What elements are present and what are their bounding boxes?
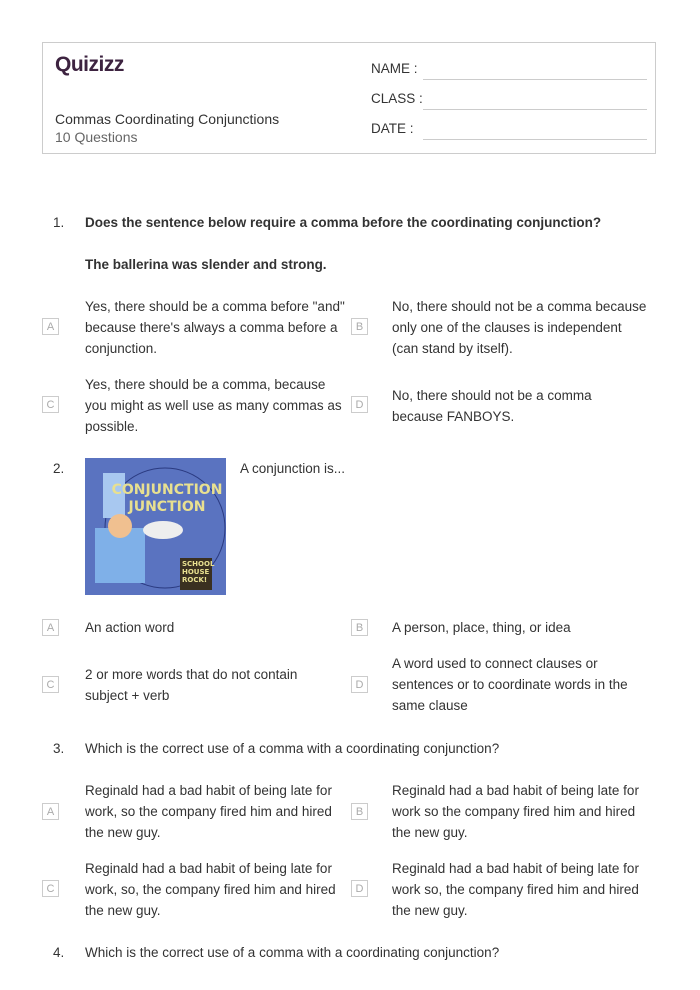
conjunction-junction-image: [85, 458, 226, 595]
question-text: Which is the correct use of a comma with a coordinating conjunction?: [85, 945, 500, 960]
question-text: Does the sentence below require a comma before the coordinating conjunction?: [85, 215, 602, 230]
option-text: A person, place, thing, or idea: [392, 620, 571, 635]
option-text: No, there should not be a comma because only one of the clauses is independent (can stand by itself).: [392, 299, 647, 356]
date-label: DATE :: [371, 121, 414, 136]
option-text: Reginald had a bad habit of being late for work so, the company fired him and hired the new guy.: [392, 861, 639, 918]
option-text: Reginald had a bad habit of being late for work so the company fired him and hired the new guy.: [392, 783, 639, 840]
option-text: No, there should not be a comma because FANBOYS.: [392, 388, 592, 424]
option-letter-box[interactable]: C: [42, 396, 59, 413]
option-letter-box[interactable]: A: [42, 619, 59, 636]
option-letter-box[interactable]: A: [42, 318, 59, 335]
option-letter-box[interactable]: B: [351, 619, 368, 636]
question-number: 2.: [53, 461, 65, 476]
option-letter-box[interactable]: B: [351, 803, 368, 820]
class-label: CLASS :: [371, 91, 423, 106]
class-line: [423, 109, 647, 110]
option-text: An action word: [85, 620, 175, 635]
option-letter-box[interactable]: D: [351, 396, 368, 413]
option-letter-box[interactable]: C: [42, 880, 59, 897]
option-text: A word used to connect clauses or sentences or to coordinate words in the same clause: [392, 656, 628, 713]
option-letter-box[interactable]: B: [351, 318, 368, 335]
name-line: [423, 79, 647, 80]
worksheet-header: [42, 42, 656, 154]
quizizz-logo: Quizizz: [55, 53, 124, 76]
question-count: 10 Questions: [55, 129, 138, 145]
question-text: Which is the correct use of a comma with a coordinating conjunction?: [85, 741, 500, 756]
question-number: 1.: [53, 215, 65, 230]
image-title: CONJUNCTION JUNCTION: [111, 482, 223, 515]
question-number: 4.: [53, 945, 65, 960]
option-letter-box[interactable]: A: [42, 803, 59, 820]
option-text: Reginald had a bad habit of being late for work, so the company fired him and hired the new guy.: [85, 783, 332, 840]
name-label: NAME :: [371, 61, 418, 76]
image-caption: SCHOOL HOUSE ROCK!: [182, 560, 215, 584]
option-text: Yes, there should be a comma before "and" because there's always a comma before a conjunction.: [85, 299, 345, 356]
question-sentence: The ballerina was slender and strong.: [85, 257, 327, 272]
worksheet-title: Commas Coordinating Conjunctions: [55, 111, 280, 127]
option-text: Yes, there should be a comma, because you might as well use as many commas as possible.: [85, 377, 342, 434]
option-letter-box[interactable]: C: [42, 676, 59, 693]
option-letter-box[interactable]: D: [351, 880, 368, 897]
option-text: Reginald had a bad habit of being late for work, so, the company fired him and hired the new guy.: [85, 861, 336, 918]
date-line: [423, 139, 647, 140]
question-text: A conjunction is...: [240, 461, 346, 476]
question-number: 3.: [53, 741, 65, 756]
option-letter-box[interactable]: D: [351, 676, 368, 693]
option-text: 2 or more words that do not contain subject + verb: [85, 667, 298, 703]
